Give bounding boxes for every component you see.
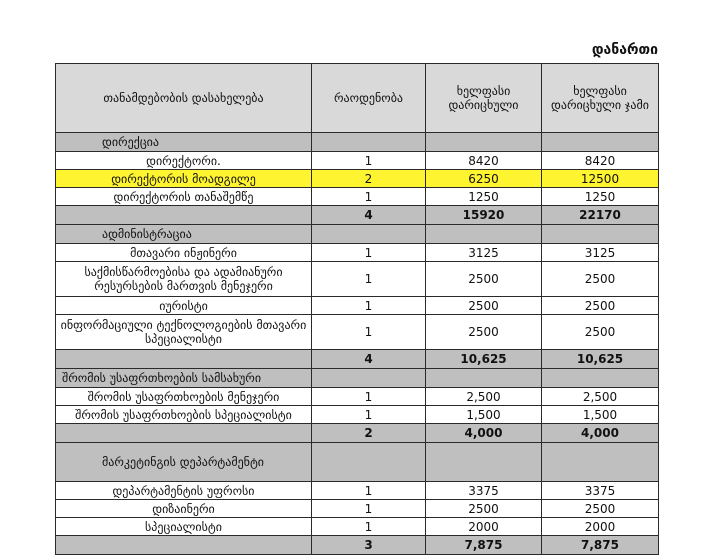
section-total-row xyxy=(56,424,659,443)
salary-table xyxy=(55,63,659,555)
quantity-cell: 2 xyxy=(312,170,426,188)
position-name: შრომის უსაფრთხოების მენეჯერი xyxy=(56,388,312,406)
table-row xyxy=(56,315,659,350)
position-name: დეპარტამენტის უფროსი xyxy=(56,482,312,500)
table-row xyxy=(56,482,659,500)
section-total-row xyxy=(56,206,659,225)
quantity-cell: 1 xyxy=(312,500,426,518)
position-name: დიზაინერი xyxy=(56,500,312,518)
salary-cell: 3125 xyxy=(426,244,542,262)
total-quantity: 3 xyxy=(312,536,426,555)
position-name: დირექტორის თანაშემწე xyxy=(56,188,312,206)
section-header-administration xyxy=(56,225,659,244)
salary-cell: 6250 xyxy=(426,170,542,188)
position-name: იურისტი xyxy=(56,297,312,315)
total-sum: 10,625 xyxy=(542,350,659,369)
table-row-highlighted xyxy=(56,170,659,188)
total-salary: 4,000 xyxy=(426,424,542,443)
total-cell: 1250 xyxy=(542,188,659,206)
salary-cell: 3375 xyxy=(426,482,542,500)
position-name: მთავარი ინჟინერი xyxy=(56,244,312,262)
section-header-labor-safety xyxy=(56,369,659,388)
quantity-cell: 1 xyxy=(312,262,426,297)
quantity-cell: 1 xyxy=(312,152,426,170)
quantity-cell: 1 xyxy=(312,244,426,262)
total-cell: 12500 xyxy=(542,170,659,188)
quantity-cell: 1 xyxy=(312,406,426,424)
quantity-cell: 1 xyxy=(312,482,426,500)
table-row xyxy=(56,297,659,315)
section-total-row xyxy=(56,350,659,369)
section-title: შრომის უსაფრთხოების სამსახური xyxy=(56,369,312,388)
quantity-cell: 1 xyxy=(312,518,426,536)
salary-cell: 2500 xyxy=(426,262,542,297)
position-name: საქმისწარმოებისა და ადამიანური რესურსების მართვის მენეჯერი xyxy=(56,262,312,297)
salary-cell: 2000 xyxy=(426,518,542,536)
section-total-row xyxy=(56,536,659,555)
section-title: დირექცია xyxy=(56,133,312,152)
position-name: სპეციალისტი xyxy=(56,518,312,536)
table-row xyxy=(56,406,659,424)
table-row xyxy=(56,188,659,206)
position-name: შრომის უსაფრთხოების სპეციალისტი xyxy=(56,406,312,424)
table-header-row xyxy=(56,64,659,133)
table-row xyxy=(56,518,659,536)
total-sum: 7,875 xyxy=(542,536,659,555)
total-cell: 2500 xyxy=(542,262,659,297)
total-cell: 2500 xyxy=(542,297,659,315)
total-salary: 7,875 xyxy=(426,536,542,555)
total-cell: 2500 xyxy=(542,500,659,518)
section-title: მარკეტინგის დეპარტამენტი xyxy=(56,443,312,482)
annex-label: დანართი xyxy=(591,42,658,58)
total-cell: 2000 xyxy=(542,518,659,536)
total-salary: 10,625 xyxy=(426,350,542,369)
position-name: ინფორმაციული ტექნოლოგიების მთავარი სპეციალისტი xyxy=(56,315,312,350)
header-salary: ხელფასი დარიცხული xyxy=(426,64,542,133)
salary-cell: 2500 xyxy=(426,297,542,315)
table-row xyxy=(56,244,659,262)
quantity-cell: 1 xyxy=(312,188,426,206)
total-quantity: 4 xyxy=(312,206,426,225)
total-quantity: 2 xyxy=(312,424,426,443)
total-cell: 3125 xyxy=(542,244,659,262)
salary-cell: 2500 xyxy=(426,500,542,518)
salary-cell: 8420 xyxy=(426,152,542,170)
section-header-marketing xyxy=(56,443,659,482)
table-row xyxy=(56,500,659,518)
salary-cell: 2,500 xyxy=(426,388,542,406)
salary-cell: 1,500 xyxy=(426,406,542,424)
salary-cell: 1250 xyxy=(426,188,542,206)
position-name: დირექტორი. xyxy=(56,152,312,170)
quantity-cell: 1 xyxy=(312,315,426,350)
header-salary-total: ხელფასი დარიცხული ჯამი xyxy=(542,64,659,133)
total-cell: 2,500 xyxy=(542,388,659,406)
total-salary: 15920 xyxy=(426,206,542,225)
total-sum: 4,000 xyxy=(542,424,659,443)
total-quantity: 4 xyxy=(312,350,426,369)
total-cell: 3375 xyxy=(542,482,659,500)
position-name: დირექტორის მოადგილე xyxy=(56,170,312,188)
section-title: ადმინისტრაცია xyxy=(56,225,312,244)
quantity-cell: 1 xyxy=(312,297,426,315)
table-row xyxy=(56,388,659,406)
table-row xyxy=(56,152,659,170)
total-cell: 2500 xyxy=(542,315,659,350)
quantity-cell: 1 xyxy=(312,388,426,406)
total-cell: 1,500 xyxy=(542,406,659,424)
total-sum: 22170 xyxy=(542,206,659,225)
header-quantity: რაოდენობა xyxy=(312,64,426,133)
section-header-directorate xyxy=(56,133,659,152)
salary-cell: 2500 xyxy=(426,315,542,350)
header-position: თანამდებობის დასახელება xyxy=(56,64,312,133)
table-row xyxy=(56,262,659,297)
total-cell: 8420 xyxy=(542,152,659,170)
